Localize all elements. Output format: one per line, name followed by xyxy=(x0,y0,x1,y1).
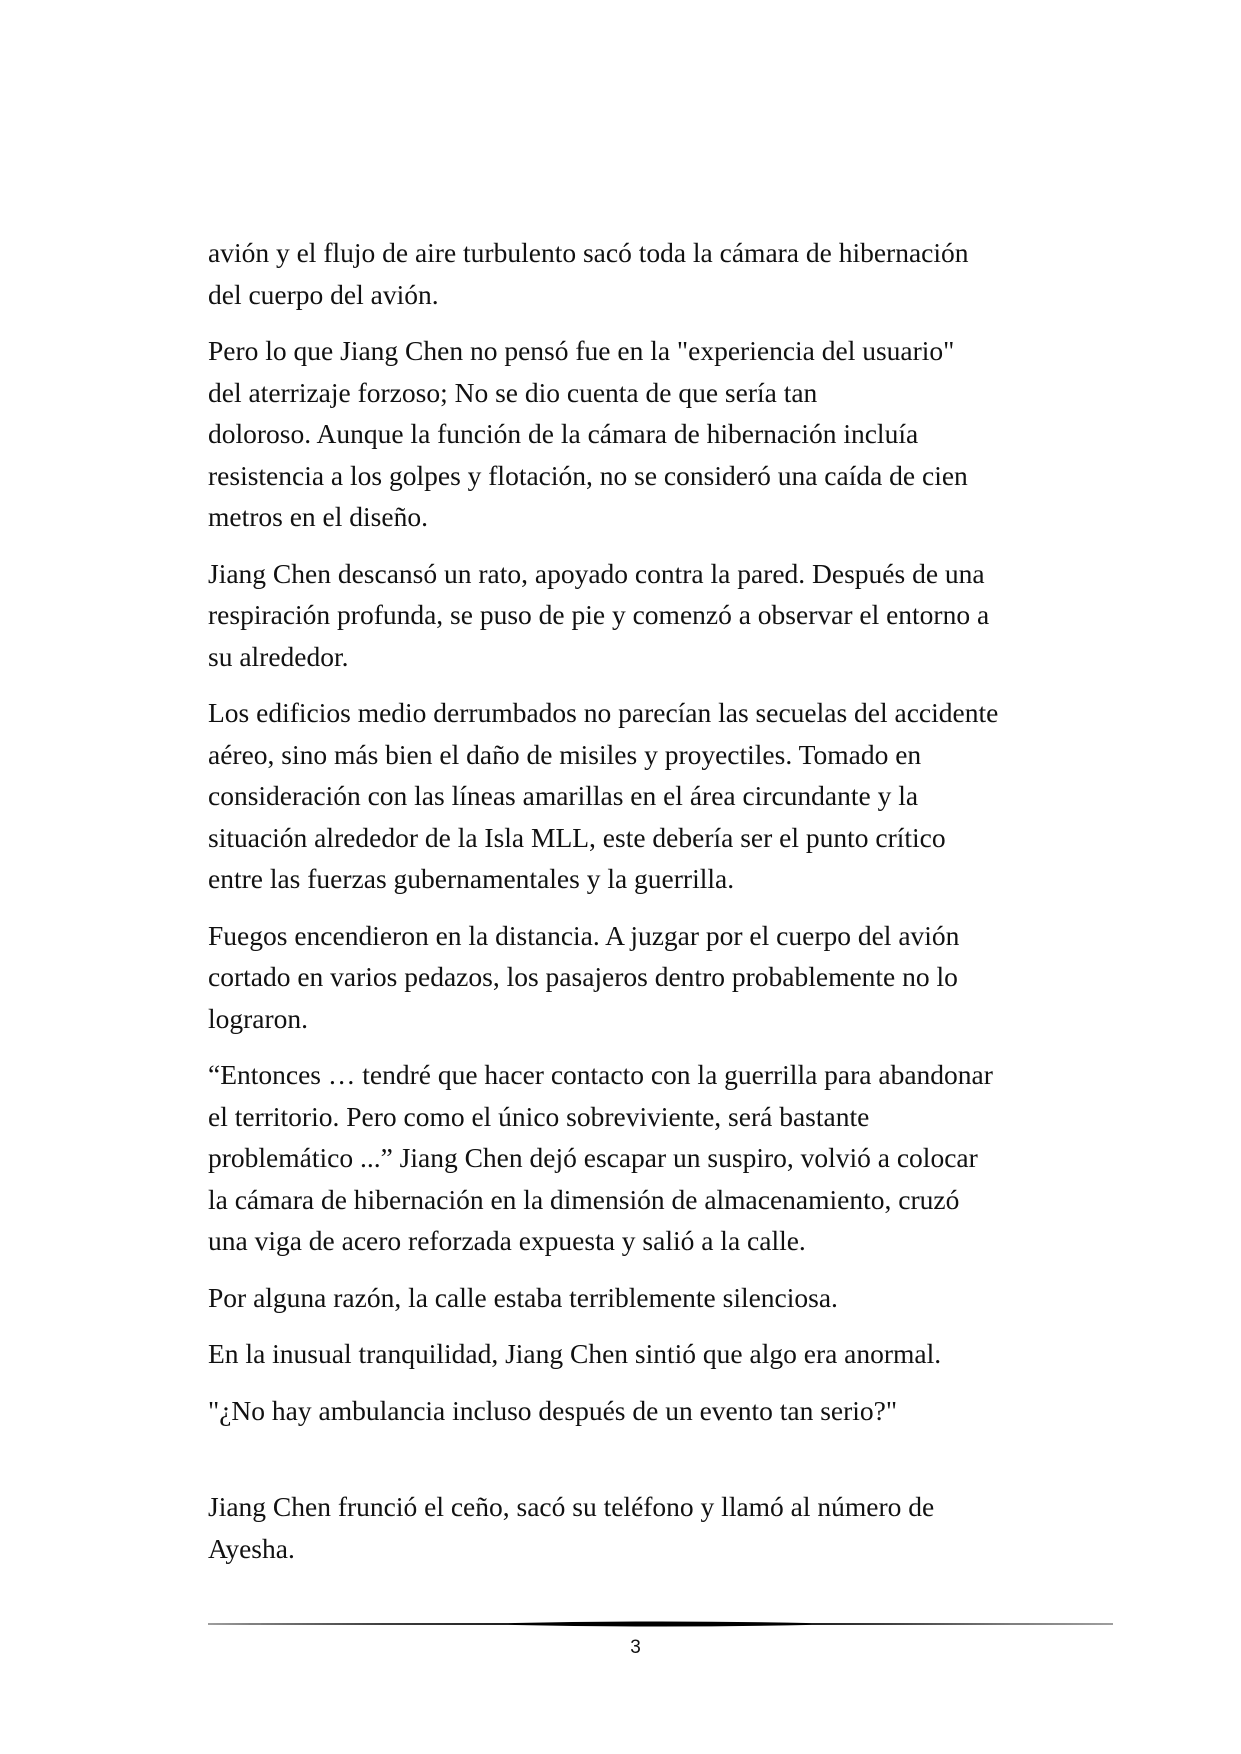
text-line: metros en el diseño. xyxy=(208,501,428,532)
paragraph-3 xyxy=(208,553,1088,678)
text-line: Fuegos encendieron en la distancia. A juzgar por el cuerpo del avión xyxy=(208,919,960,951)
text-line: situación alrededor de la Isla MLL, este debería ser el punto crítico xyxy=(208,821,946,853)
paragraph-6 xyxy=(208,1054,1088,1262)
text-line: del cuerpo del avión. xyxy=(208,278,439,310)
text-line: resistencia a los golpes y flotación, no se consideró una caída de cien xyxy=(208,459,968,491)
footer-divider-shape xyxy=(208,1621,1113,1626)
text-line: el territorio. Pero como el único sobreviviente, será bastante xyxy=(208,1100,870,1132)
paragraph-2 xyxy=(208,330,1088,538)
text-line: Jiang Chen descansó un rato, apoyado contra la pared. Después de una xyxy=(208,557,985,589)
text-line: problemático ...” Jiang Chen dejó escapar un suspiro, volvió a colocar xyxy=(208,1142,978,1173)
paragraph-4 xyxy=(208,692,1088,900)
text-line: doloroso. Aunque la función de la cámara de hibernación incluía xyxy=(208,418,919,449)
text-line: entre las fuerzas gubernamentales y la guerrilla. xyxy=(208,863,735,894)
text-line: "¿No hay ambulancia incluso después de un evento tan serio?" xyxy=(208,1394,898,1426)
body-text xyxy=(208,232,1088,1584)
text-line: Pero lo que Jiang Chen no pensó fue en la "experiencia del usuario" xyxy=(208,335,955,366)
text-line: consideración con las líneas amarillas en el área circundante y la xyxy=(208,780,919,811)
text-line: “Entonces … tendré que hacer contacto con la guerrilla para abandonar xyxy=(208,1059,993,1090)
text-line: del aterrizaje forzoso; No se dio cuenta de que sería tan xyxy=(208,376,818,408)
paragraph-1 xyxy=(208,232,1088,315)
paragraph-5 xyxy=(208,915,1088,1040)
text-line: aéreo, sino más bien el daño de misiles y proyectiles. Tomado en xyxy=(208,738,922,770)
footer-divider xyxy=(208,1619,1113,1629)
text-line: su alrededor. xyxy=(208,640,349,672)
text-line: lograron. xyxy=(208,1002,309,1034)
text-line: respiración profunda, se puso de pie y comenzó a observar el entorno a xyxy=(208,599,990,630)
paragraph-8 xyxy=(208,1333,1088,1375)
text-line: Ayesha. xyxy=(208,1532,295,1564)
text-line: En la inusual tranquilidad, Jiang Chen sintió que algo era anormal. xyxy=(208,1338,942,1369)
text-line: una viga de acero reforzada expuesta y salió a la calle. xyxy=(208,1225,806,1256)
text-line: Los edificios medio derrumbados no parecían las secuelas del accidente xyxy=(208,697,999,728)
text-line: Jiang Chen frunció el ceño, sacó su teléfono y llamó al número de xyxy=(208,1491,935,1522)
text-line: avión y el flujo de aire turbulento sacó toda la cámara de hibernación xyxy=(208,237,969,268)
paragraph-7 xyxy=(208,1277,1088,1319)
text-line: cortado en varios pedazos, los pasajeros dentro probablemente no lo xyxy=(208,961,958,992)
text-line: Por alguna razón, la calle estaba terriblemente silenciosa. xyxy=(208,1281,838,1313)
text-line: la cámara de hibernación en la dimensión de almacenamiento, cruzó xyxy=(208,1183,960,1215)
paragraph-9 xyxy=(208,1390,1088,1432)
page-number: 3 xyxy=(630,1637,641,1658)
paragraph-10 xyxy=(208,1486,1088,1569)
